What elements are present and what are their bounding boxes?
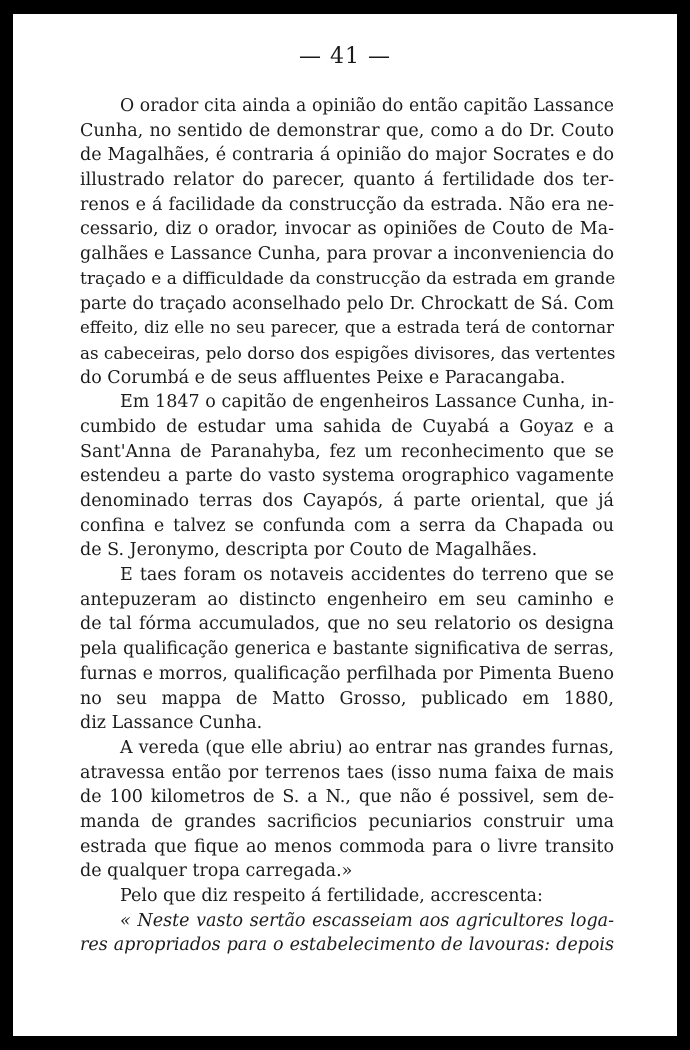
text-line: denominado terras dos Cayapós, á parte oriental, que já	[80, 491, 614, 511]
text-line: res apropriados para o estabelecimento de lavouras: depois	[80, 935, 614, 956]
text-line: manda de grandes sacrificios pecuniarios construir uma	[80, 811, 614, 832]
text-line: « Neste vasto sertão escasseiam aos agricultores loga-	[120, 910, 614, 931]
text-line: cumbido de estudar uma sahida de Cuyabá a Goyaz e a	[80, 416, 614, 437]
text-line: E taes foram os notaveis accidentes do terreno que se	[120, 565, 614, 586]
text-line: furnas e morros, qualificação perfilhada por Pimenta Bueno	[80, 663, 614, 684]
text-line: Sant'Anna de Paranahyba, fez um reconhecimento que se	[80, 441, 614, 462]
text-line: Em 1847 o capitão de engenheiros Lassance Cunha, in-	[120, 392, 614, 413]
text-line: de 100 kilometros de S. a N., que não é possivel, sem de-	[80, 787, 614, 808]
text-line: illustrado relator do parecer, quanto á fertilidade dos ter-	[80, 170, 614, 191]
text-line: pela qualificação generica e bastante significativa de serras,	[80, 639, 614, 660]
text-line: Pelo que diz respeito á fertilidade, accrescenta:	[120, 886, 543, 906]
text-line: renos e á facilidade da construcção da estrada. Não era ne-	[80, 194, 614, 215]
text-line: de Magalhães, é contraria á opinião do major Socrates e do	[80, 145, 614, 166]
text-line: antepuzeram ao distincto engenheiro em seu caminho e	[80, 589, 614, 610]
text-line: de tal fórma accumulados, que no seu relatorio os designa	[80, 614, 614, 635]
text-line: cessario, diz o orador, invocar as opiniões de Couto de Ma-	[80, 219, 614, 240]
text-line: parte do traçado aconselhado pelo Dr. Chrockatt de Sá. Com	[80, 293, 614, 314]
text-line: de qualquer tropa carregada.»	[80, 861, 353, 882]
text-line: de S. Jeronymo, descripta por Couto de Magalhães.	[80, 540, 538, 561]
text-line: effeito, diz elle no seu parecer, que a estrada terá de contornar	[80, 318, 614, 338]
text-line: Cunha, no sentido de demonstrar que, como a do Dr. Couto	[80, 120, 614, 141]
book-page	[13, 14, 677, 1036]
text-line: O orador cita ainda a opinião do então capitão Lassance	[120, 96, 614, 116]
body-text	[80, 94, 614, 958]
text-line: estendeu a parte do vasto systema orographico vagamente	[80, 466, 614, 487]
text-line: no seu mappa de Matto Grosso, publicado em 1880,	[80, 688, 614, 709]
text-line: galhães e Lassance Cunha, para provar a inconveniencia do	[80, 244, 614, 265]
text-line: estrada que fique ao menos commoda para o livre transito	[80, 836, 614, 857]
text-line: atravessa então por terrenos taes (isso numa faixa de mais	[80, 762, 614, 783]
text-line: traçado e a difficuldade da construcção da estrada em grande	[80, 268, 616, 289]
text-line: confina e talvez se confunda com a serra da Chapada ou	[80, 515, 614, 536]
text-line: A vereda (que elle abriu) ao entrar nas grandes furnas,	[120, 737, 614, 758]
text-line: diz Lassance Cunha.	[80, 713, 263, 734]
text-line: as cabeceiras, pelo dorso dos espigões divisores, das vertentes	[80, 342, 616, 363]
page-number: — 41 —	[299, 44, 391, 69]
text-line: do Corumbá e de seus affluentes Peixe e Paracangaba.	[80, 367, 566, 388]
